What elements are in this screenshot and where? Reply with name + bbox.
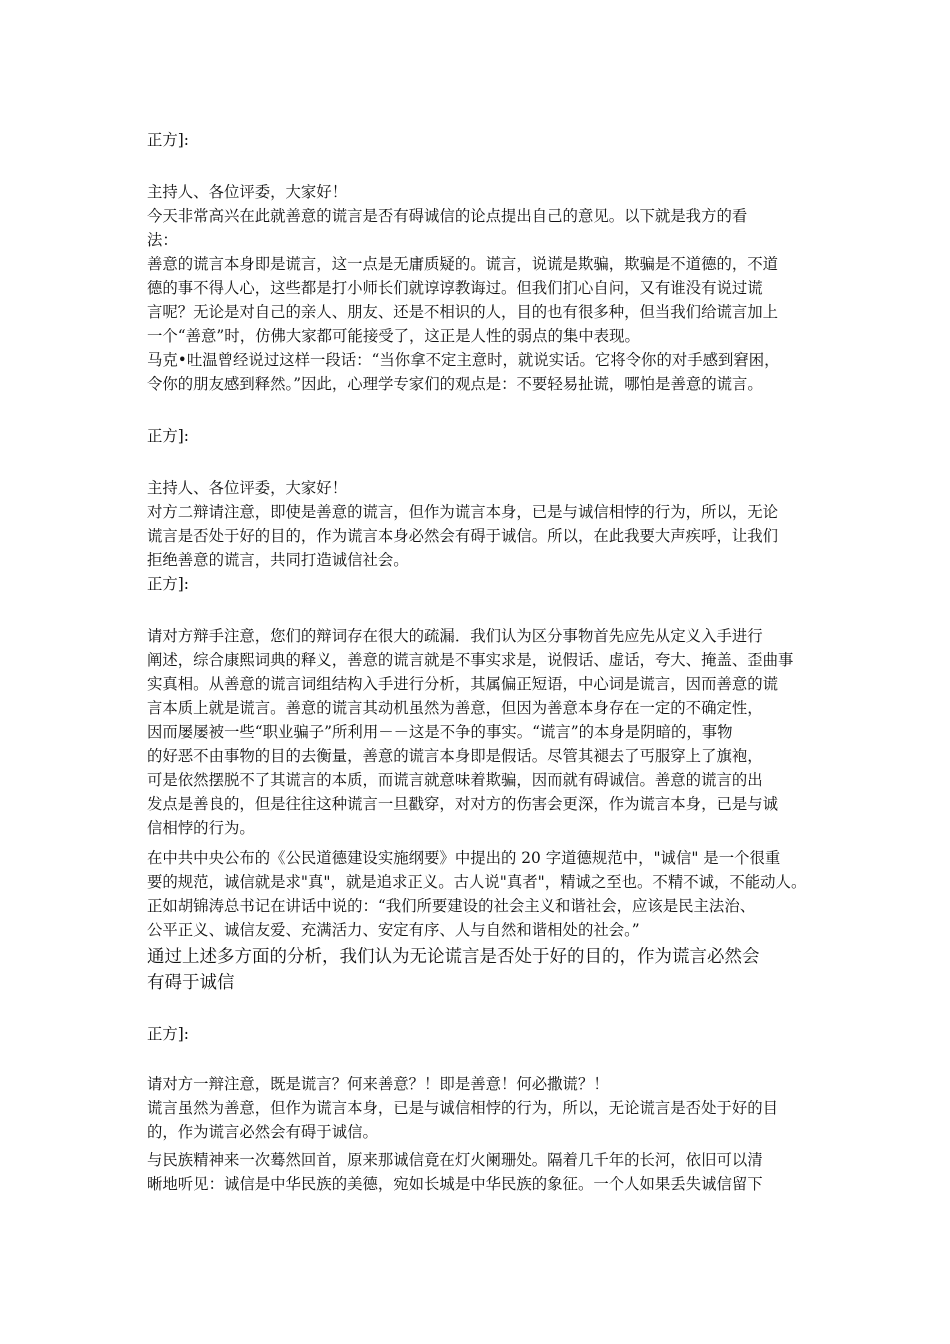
paragraph-line: 在中共中央公布的《公民道德建设实施纲要》中提出的 20 字道德规范中，"诚信" 是一个很重 [147, 849, 781, 867]
paragraph-line: 言呢？无论是对自己的亲人、朋友、还是不相识的人，目的也有很多种，但当我们给谎言加上 [147, 303, 779, 321]
paragraph-line: 与民族精神来一次蓦然回首，原来那诚信竟在灯火阑珊处。隔着几千年的长河，依旧可以清 [147, 1151, 763, 1169]
paragraph-line: 阐述，综合康熙词典的释义，善意的谎言就是不事实求是，说假话、虚话，夸大、掩盖、歪曲事 [147, 651, 794, 669]
greeting-line: 主持人、各位评委，大家好！ [147, 479, 348, 497]
paragraph-line: 对方二辩请注意，即使是善意的谎言，但作为谎言本身，已是与诚信相悖的行为，所以，无论 [147, 503, 779, 521]
paragraph-line: 的，作为谎言必然会有碍于诚信。 [147, 1123, 378, 1141]
paragraph-line: 谎言虽然为善意，但作为谎言本身，已是与诚信相悖的行为，所以，无论谎言是否处于好的目 [147, 1099, 779, 1117]
paragraph-line: 的好恶不由事物的目的去衡量，善意的谎言本身即是假话。尽管其褪去了丐服穿上了旗袍， [147, 747, 763, 765]
paragraph-line: 德的事不得人心，这些都是打小师长们就谆谆教诲过。但我们扪心自问，又有谁没有说过谎 [147, 279, 763, 297]
paragraph-line: 晰地听见：诚信是中华民族的美德，宛如长城是中华民族的象征。一个人如果丢失诚信留下 [147, 1175, 763, 1193]
paragraph-line: 善意的谎言本身即是谎言，这一点是无庸质疑的。谎言，说谎是欺骗，欺骗是不道德的，不道 [147, 255, 779, 273]
paragraph-line: 发点是善良的，但是往往这种谎言一旦戳穿，对对方的伤害会更深，作为谎言本身，已是与诚 [147, 795, 779, 813]
paragraph-line: 今天非常高兴在此就善意的谎言是否有碍诚信的论点提出自己的意见。以下就是我方的看 [147, 207, 748, 225]
speaker-heading: 正方]: [147, 1025, 189, 1043]
paragraph-line: 公平正义、诚信友爱、充满活力、安定有序、人与自然和谐相处的社会。” [147, 921, 640, 939]
paragraph-line: 可是依然摆脱不了其谎言的本质，而谎言就意味着欺骗，因而就有碍诚信。善意的谎言的出 [147, 771, 763, 789]
conclusion-line: 通过上述多方面的分析，我们认为无论谎言是否处于好的目的，作为谎言必然会 [147, 947, 760, 967]
paragraph-line: 言本质上就是谎言。善意的谎言其动机虽然为善意，但因为善意本身存在一定的不确定性， [147, 699, 763, 717]
paragraph-line: 请对方辩手注意，您们的辩词存在很大的疏漏．我们认为区分事物首先应先从定义入手进行 [147, 627, 763, 645]
paragraph-line: 一个“善意”时，仿佛大家都可能接受了，这正是人性的弱点的集中表现。 [147, 327, 640, 345]
paragraph-line: 令你的朋友感到释然。”因此，心理学专家们的观点是：不要轻易扯谎，哪怕是善意的谎言。 [147, 375, 763, 393]
speaker-heading: 正方]: [147, 131, 189, 149]
paragraph-line: 拒绝善意的谎言，共同打造诚信社会。 [147, 551, 409, 569]
greeting-line: 主持人、各位评委，大家好！ [147, 183, 348, 201]
paragraph-line: 实真相。从善意的谎言词组结构入手进行分析，其属偏正短语，中心词是谎言，因而善意的谎 [147, 675, 779, 693]
paragraph-line: 因而屡屡被一些“职业骗子”所利用－－这是不争的事实。“谎言”的本身是阴暗的，事物 [147, 723, 733, 741]
paragraph-line: 正如胡锦涛总书记在讲话中说的：“我们所要建设的社会主义和谐社会，应该是民主法治、 [147, 897, 756, 915]
paragraph-line: 要的规范，诚信就是求"真"，就是追求正义。古人说"真者"，精诚之至也。不精不诚，不能动人。 [147, 873, 807, 891]
speaker-heading: 正方]: [147, 427, 189, 445]
speaker-heading: 正方]: [147, 575, 189, 593]
paragraph-line: 马克•吐温曾经说过这样一段话：“当你拿不定主意时，就说实话。它将令你的对手感到窘困， [147, 351, 780, 369]
paragraph-line: 信相悖的行为。 [147, 819, 255, 837]
conclusion-line: 有碍于诚信 [147, 973, 235, 993]
paragraph-line: 谎言是否处于好的目的，作为谎言本身必然会有碍于诚信。所以，在此我要大声疾呼，让我们 [147, 527, 779, 545]
paragraph-line: 请对方一辩注意，既是谎言？何来善意？！即是善意！何必撒谎？！ [147, 1075, 609, 1093]
paragraph-line: 法： [147, 231, 178, 249]
